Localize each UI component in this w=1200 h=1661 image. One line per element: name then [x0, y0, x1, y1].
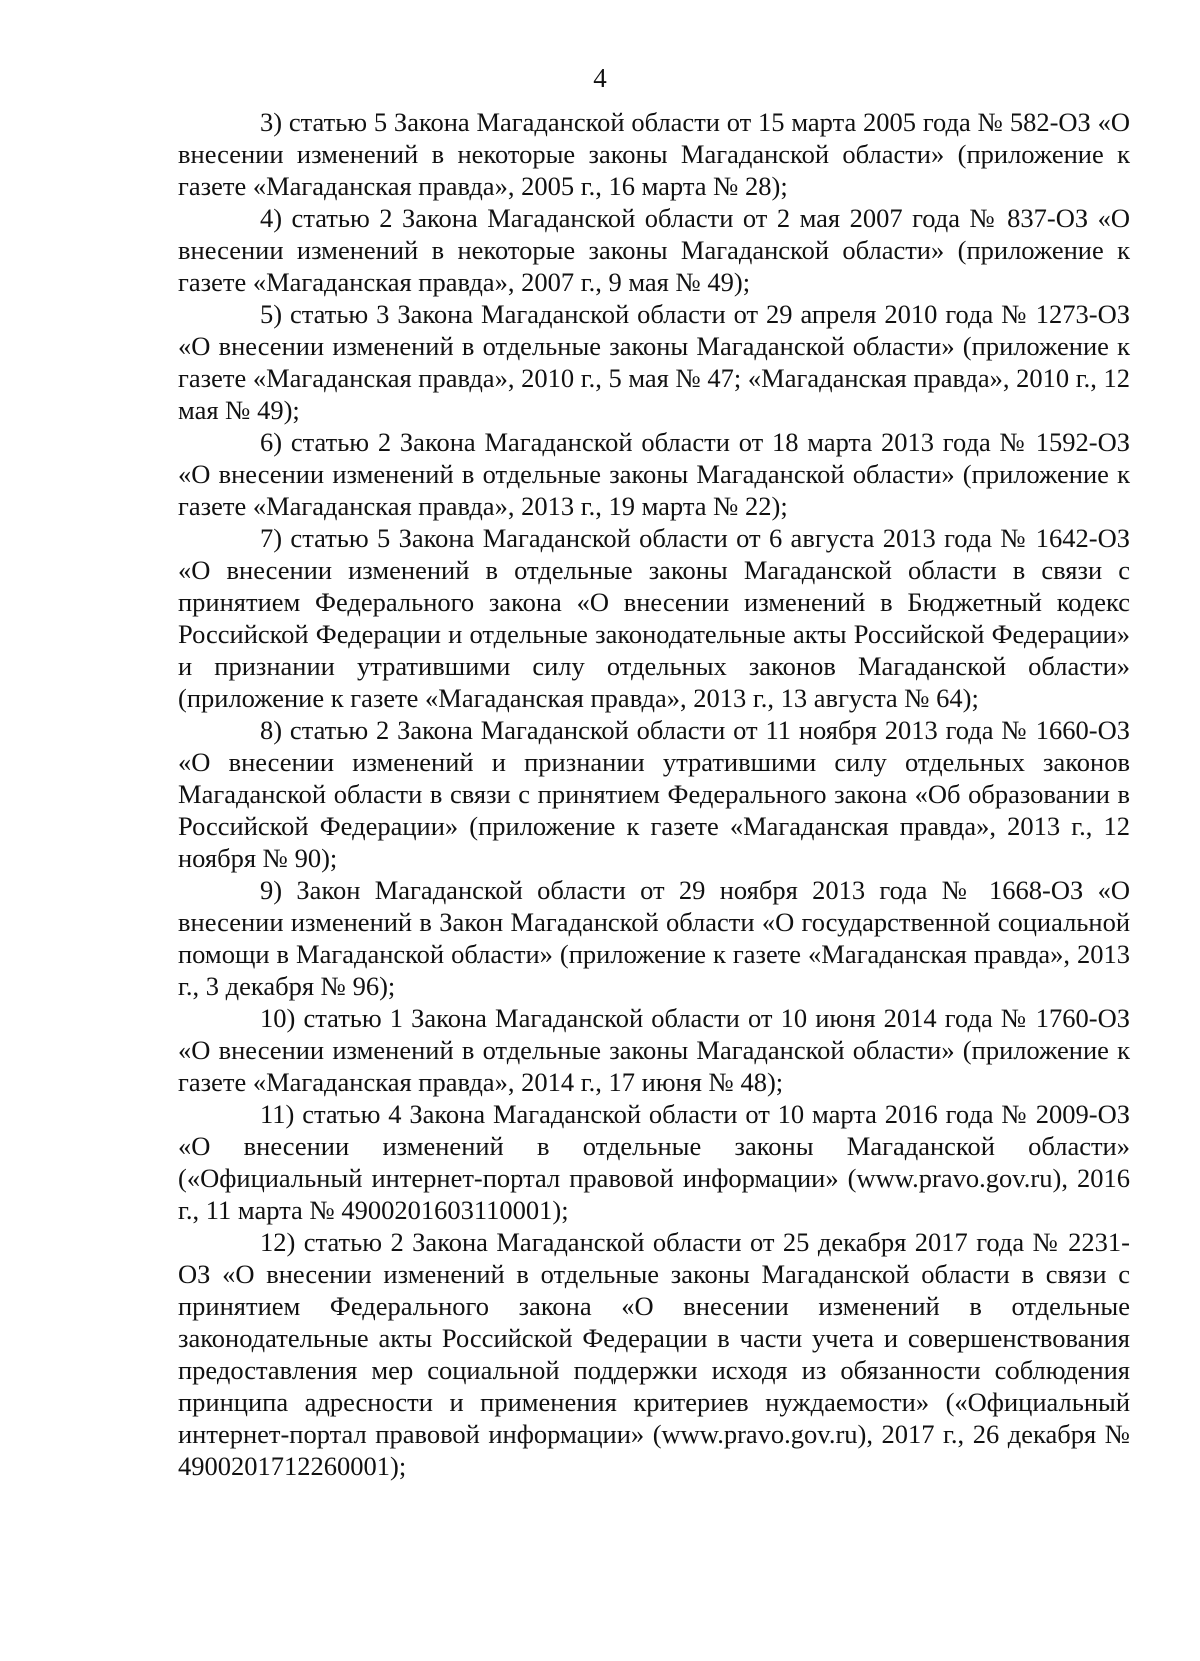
list-item: 6) статью 2 Закона Магаданской области от 18 марта 2013 года № 1592-ОЗ «О внесении изменений в отдельные законы Магаданской области» (приложение к газете «Магаданская правда», 2013 г., 19 марта № 22); — [178, 427, 1130, 521]
list-item: 11) статью 4 Закона Магаданской области от 10 марта 2016 года № 2009-ОЗ «О внесении изменений в отдельные законы Магаданской области» («Официальный интернет-портал правовой информации» (www.pravo.gov.ru), 2016 г., 11 марта № 4900201603110001); — [178, 1099, 1130, 1225]
list-item: 7) статью 5 Закона Магаданской области от 6 августа 2013 года № 1642-ОЗ «О внесении изменений в отдельные законы Магаданской области в связи с принятием Федерального закона «О внесении изменений в Бюджетный кодекс Российской Федерации и отдельные законодательные акты Российской Федерации» и признании утратившими силу отдельных законов Магаданской области» (приложение к газете «Магаданская правда», 2013 г., 13 августа № 64); — [178, 523, 1130, 713]
list-item: 8) статью 2 Закона Магаданской области от 11 ноября 2013 года № 1660-ОЗ «О внесении изменений и признании утратившими силу отдельных законов Магаданской области в связи с принятием Федерального закона «Об образовании в Российской Федерации» (приложение к газете «Магаданская правда», 2013 г., 12 ноября № 90); — [178, 715, 1130, 873]
list-item: 9) Закон Магаданской области от 29 ноября 2013 года № 1668-ОЗ «О внесении изменений в Закон Магаданской области «О государственной социальной помощи в Магаданской области» (приложение к газете «Магаданская правда», 2013 г., 3 декабря № 96); — [178, 875, 1130, 1001]
list-item: 4) статью 2 Закона Магаданской области от 2 мая 2007 года № 837-ОЗ «О внесении изменений в некоторые законы Магаданской области» (приложение к газете «Магаданская правда», 2007 г., 9 мая № 49); — [178, 203, 1130, 297]
page-number: 4 — [593, 63, 607, 93]
list-item: 3) статью 5 Закона Магаданской области от 15 марта 2005 года № 582-ОЗ «О внесении изменений в некоторые законы Магаданской области» (приложение к газете «Магаданская правда», 2005 г., 16 марта № 28); — [178, 107, 1130, 201]
document-body — [178, 106, 1130, 1482]
list-item: 12) статью 2 Закона Магаданской области от 25 декабря 2017 года № 2231-ОЗ «О внесении изменений в отдельные законы Магаданской области в связи с принятием Федерального закона «О внесении изменений в отдельные законодательные акты Российской Федерации в части учета и совершенствования предоставления мер социальной поддержки исходя из обязанности соблюдения принципа адресности и применения критериев нуждаемости» («Официальный интернет-портал правовой информации» (www.pravo.gov.ru), 2017 г., 26 декабря № 4900201712260001); — [178, 1227, 1130, 1481]
list-item: 10) статью 1 Закона Магаданской области от 10 июня 2014 года № 1760-ОЗ «О внесении изменений в отдельные законы Магаданской области» (приложение к газете «Магаданская правда», 2014 г., 17 июня № 48); — [178, 1003, 1130, 1097]
list-item: 5) статью 3 Закона Магаданской области от 29 апреля 2010 года № 1273-ОЗ «О внесении изменений в отдельные законы Магаданской области» (приложение к газете «Магаданская правда», 2010 г., 5 мая № 47; «Магаданская правда», 2010 г., 12 мая № 49); — [178, 299, 1130, 425]
